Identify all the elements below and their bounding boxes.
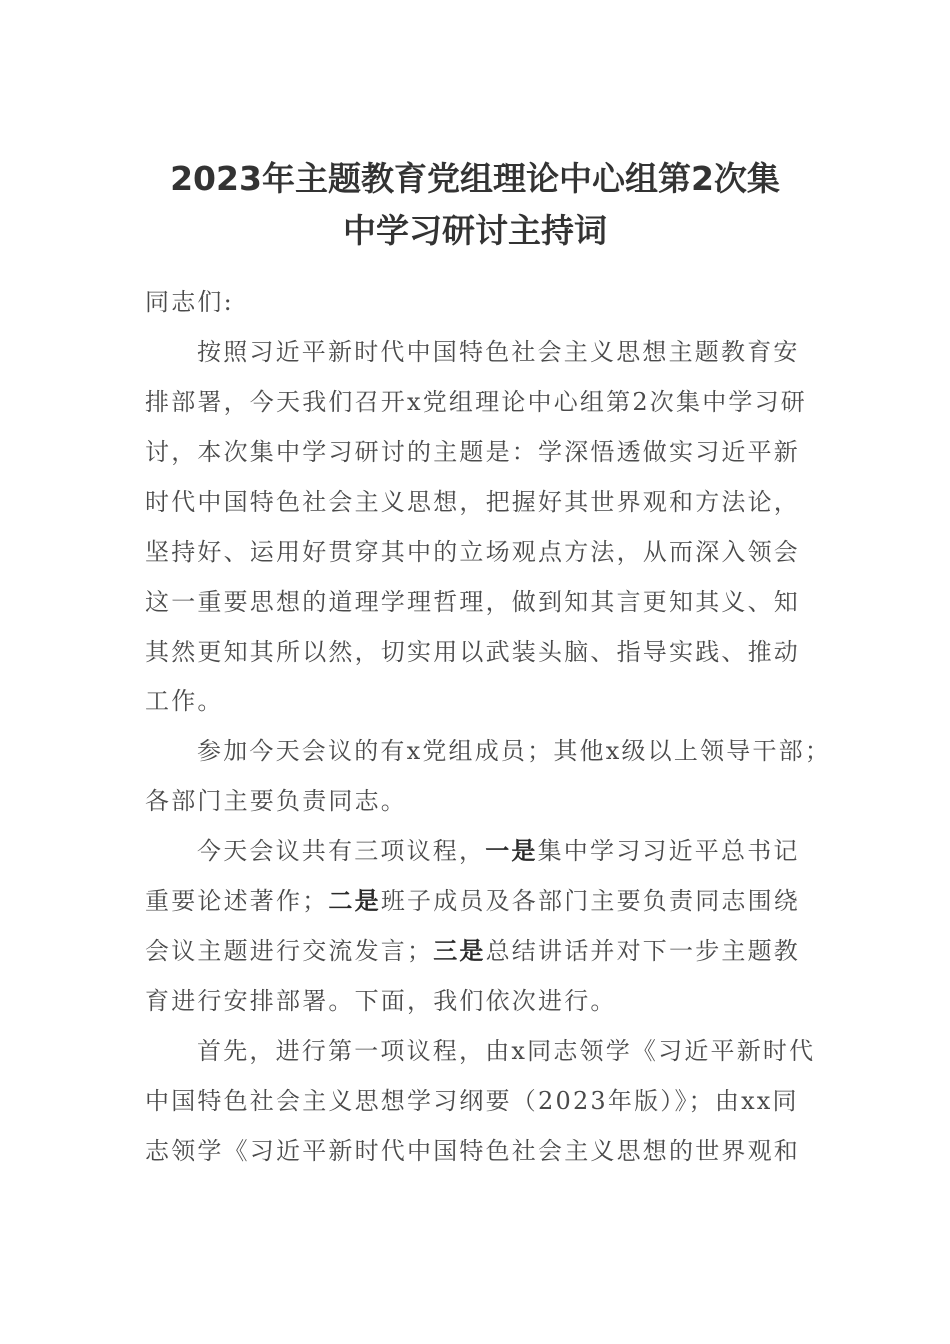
paragraph-1-line-7: 其然更知其所以然，切实用以武装头脑、指导实践、推动: [145, 638, 800, 666]
paragraph-1-line-1: 按照习近平新时代中国特色社会主义思想主题教育安: [197, 338, 800, 366]
paragraph-2-line-1: 参加今天会议的有x党组成员；其他x级以上领导干部；: [197, 737, 832, 765]
document-title-line-2: 中学习研讨主持词: [343, 211, 607, 250]
agenda-item-1-text-cont: 重要论述著作；: [145, 887, 329, 915]
paragraph-1-line-2: 排部署，今天我们召开x党组理论中心组第2次集中学习研: [145, 388, 808, 416]
agenda-item-2-text: 班子成员及各部门主要负责同志围绕: [380, 887, 801, 915]
paragraph-1-line-3: 讨，本次集中学习研讨的主题是：学深悟透做实习近平新: [145, 438, 800, 466]
agenda-item-3-label: 三是: [433, 937, 486, 965]
paragraph-1-line-4: 时代中国特色社会主义思想，把握好其世界观和方法论，: [145, 488, 800, 516]
paragraph-3-line-2: [145, 886, 800, 916]
paragraph-4-line-1: 首先，进行第一项议程，由x同志领学《习近平新时代: [197, 1037, 816, 1065]
paragraph-4-line-2: 中国特色社会主义思想学习纲要（2023年版）》；由xx同: [145, 1087, 799, 1115]
paragraph-3-line-4: 育进行安排部署。下面，我们依次进行。: [145, 987, 617, 1015]
document-title-line-1: 2023年主题教育党组理论中心组第2次集: [170, 159, 780, 198]
paragraph-3-line-1: [197, 836, 800, 866]
agenda-intro: 今天会议共有三项议程，: [197, 837, 486, 865]
agenda-item-1-label: 一是: [485, 837, 538, 865]
paragraph-4-line-3: 志领学《习近平新时代中国特色社会主义思想的世界观和: [145, 1137, 800, 1165]
agenda-item-1-text: 集中学习习近平总书记: [537, 837, 800, 865]
paragraph-1-line-8: 工作。: [145, 687, 224, 715]
agenda-item-3-text: 总结讲话并对下一步主题教: [485, 937, 801, 965]
paragraph-2-line-2: 各部门主要负责同志。: [145, 787, 407, 815]
paragraph-3-line-3: [145, 936, 800, 966]
agenda-item-2-label: 二是: [328, 887, 381, 915]
salutation: 同志们:: [145, 288, 234, 316]
agenda-item-2-text-cont: 会议主题进行交流发言；: [145, 937, 434, 965]
paragraph-1-line-6: 这一重要思想的道理学理哲理，做到知其言更知其义、知: [145, 588, 800, 616]
paragraph-1-line-5: 坚持好、运用好贯穿其中的立场观点方法，从而深入领会: [145, 538, 800, 566]
